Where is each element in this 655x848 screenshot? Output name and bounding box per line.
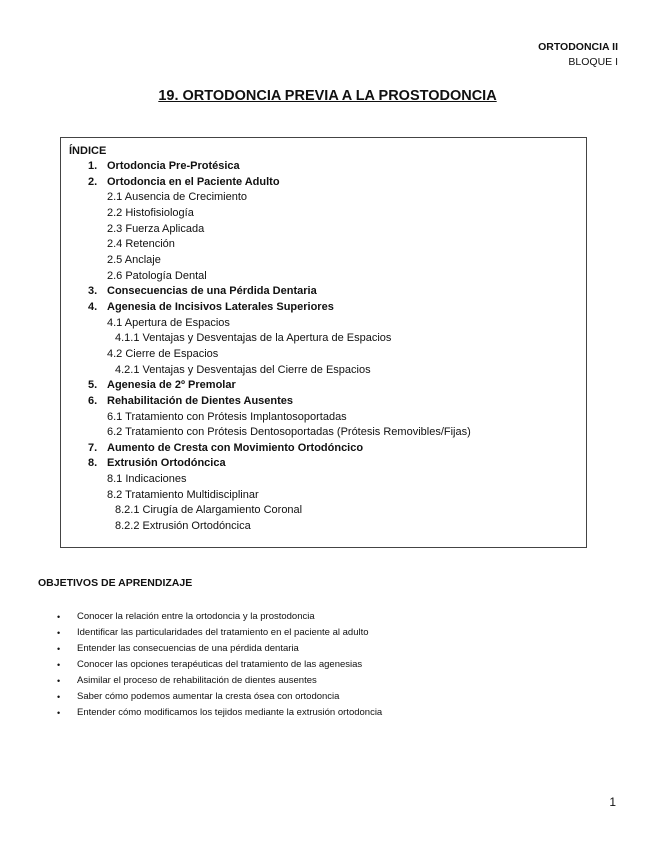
toc-item-text: 2.6 Patología Dental bbox=[107, 269, 207, 282]
toc-item-text: Consecuencias de una Pérdida Dentaria bbox=[107, 285, 317, 298]
toc-item-number: 7. bbox=[88, 441, 98, 454]
toc-item bbox=[61, 300, 586, 316]
toc-item bbox=[61, 237, 586, 253]
bullet-icon: • bbox=[57, 676, 61, 686]
toc-item-number: 3. bbox=[88, 285, 98, 298]
objective-item bbox=[0, 609, 655, 625]
toc-item bbox=[61, 441, 586, 457]
objective-item bbox=[0, 625, 655, 641]
toc-item-text: Agenesia de Incisivos Laterales Superiores bbox=[107, 300, 334, 313]
toc-item-text: 4.2.1 Ventajas y Desventajas del Cierre de Espacios bbox=[115, 363, 371, 376]
objective-item bbox=[0, 705, 655, 721]
toc-item-text: 2.5 Anclaje bbox=[107, 253, 161, 266]
toc-item-number: 4. bbox=[88, 300, 98, 313]
toc-item-text: 2.4 Retención bbox=[107, 238, 175, 251]
header-course: ORTODONCIA II bbox=[538, 41, 618, 53]
toc-item-text: 8.2 Tratamiento Multidisciplinar bbox=[107, 488, 259, 501]
page-number: 1 bbox=[609, 795, 616, 809]
toc-item-number: 5. bbox=[88, 379, 98, 392]
objective-item bbox=[0, 641, 655, 657]
toc-item bbox=[61, 269, 586, 285]
toc-item-text: Rehabilitación de Dientes Ausentes bbox=[107, 394, 294, 407]
toc-item-number: 1. bbox=[88, 160, 98, 172]
toc-item-text: 2.3 Fuerza Aplicada bbox=[107, 222, 205, 235]
toc-item-number: 8. bbox=[88, 457, 98, 470]
toc-item bbox=[61, 394, 586, 410]
bullet-icon: • bbox=[57, 660, 61, 670]
toc-item bbox=[61, 331, 586, 347]
page-title: 19. ORTODONCIA PREVIA A LA PROSTODONCIA bbox=[158, 88, 497, 104]
toc-item bbox=[61, 316, 586, 332]
toc-item bbox=[61, 472, 586, 488]
objective-text: Identificar las particularidades del tratamiento en el paciente al adulto bbox=[77, 627, 369, 638]
objective-text: Conocer la relación entre la ortodoncia y la prostodoncia bbox=[77, 611, 315, 622]
toc-list bbox=[61, 159, 586, 535]
toc-item bbox=[61, 410, 586, 426]
toc-item bbox=[61, 347, 586, 363]
toc-item bbox=[61, 425, 586, 441]
toc-item-number: 2. bbox=[88, 175, 98, 188]
toc-item-text: Ortodoncia en el Paciente Adulto bbox=[107, 175, 280, 188]
toc-heading: ÍNDICE bbox=[69, 145, 107, 157]
toc-item-text: 8.1 Indicaciones bbox=[107, 473, 187, 486]
objective-text: Entender las consecuencias de una pérdida dentaria bbox=[77, 643, 299, 654]
toc-item-number: 6. bbox=[88, 394, 98, 407]
toc-item-text: 4.1.1 Ventajas y Desventajas de la Apertura de Espacios bbox=[115, 332, 392, 345]
toc-item-text: Extrusión Ortodóncica bbox=[107, 457, 226, 470]
table-of-contents bbox=[60, 137, 587, 548]
objective-item bbox=[0, 689, 655, 705]
toc-item-text: Ortodoncia Pre-Protésica bbox=[107, 160, 240, 172]
toc-item bbox=[61, 190, 586, 206]
toc-item-text: 8.2.2 Extrusión Ortodóncica bbox=[115, 520, 251, 533]
objective-item bbox=[0, 673, 655, 689]
bullet-icon: • bbox=[57, 708, 61, 718]
toc-item-text: 2.2 Histofisiología bbox=[107, 206, 194, 219]
objective-text: Conocer las opciones terapéuticas del tratamiento de las agenesias bbox=[77, 659, 363, 670]
toc-item-text: 6.2 Tratamiento con Prótesis Dentosoportadas (Prótesis Removibles/Fijas) bbox=[107, 426, 471, 439]
toc-item bbox=[61, 175, 586, 191]
objective-text: Saber cómo podemos aumentar la cresta ósea con ortodoncia bbox=[77, 691, 340, 702]
toc-item-text: Aumento de Cresta con Movimiento Ortodóncico bbox=[107, 441, 364, 454]
objective-text: Entender cómo modificamos los tejidos mediante la extrusión ortodoncia bbox=[77, 707, 383, 718]
toc-item bbox=[61, 253, 586, 269]
bullet-icon: • bbox=[57, 628, 61, 638]
toc-item bbox=[61, 456, 586, 472]
toc-item bbox=[61, 519, 586, 535]
toc-item-text: 4.1 Apertura de Espacios bbox=[107, 316, 230, 329]
toc-item-text: 4.2 Cierre de Espacios bbox=[107, 347, 219, 360]
objectives-list bbox=[0, 609, 655, 721]
toc-item bbox=[61, 378, 586, 394]
bullet-icon: • bbox=[57, 612, 61, 622]
toc-item-text: 6.1 Tratamiento con Prótesis Implantosoportadas bbox=[107, 410, 347, 423]
toc-item bbox=[61, 503, 586, 519]
objectives-title: OBJETIVOS DE APRENDIZAJE bbox=[38, 577, 193, 589]
page-header bbox=[538, 40, 618, 70]
toc-item-text: 8.2.1 Cirugía de Alargamiento Coronal bbox=[115, 504, 303, 517]
toc-item bbox=[61, 206, 586, 222]
toc-item bbox=[61, 284, 586, 300]
objective-item bbox=[0, 657, 655, 673]
toc-item bbox=[61, 363, 586, 379]
bullet-icon: • bbox=[57, 644, 61, 654]
toc-item bbox=[61, 222, 586, 238]
objective-text: Asimilar el proceso de rehabilitación de dientes ausentes bbox=[77, 675, 317, 686]
toc-item bbox=[61, 488, 586, 504]
toc-item bbox=[61, 159, 586, 175]
toc-item-text: Agenesia de 2º Premolar bbox=[107, 379, 236, 392]
bullet-icon: • bbox=[57, 692, 61, 702]
header-block: BLOQUE I bbox=[568, 56, 618, 68]
toc-item-text: 2.1 Ausencia de Crecimiento bbox=[107, 191, 248, 204]
